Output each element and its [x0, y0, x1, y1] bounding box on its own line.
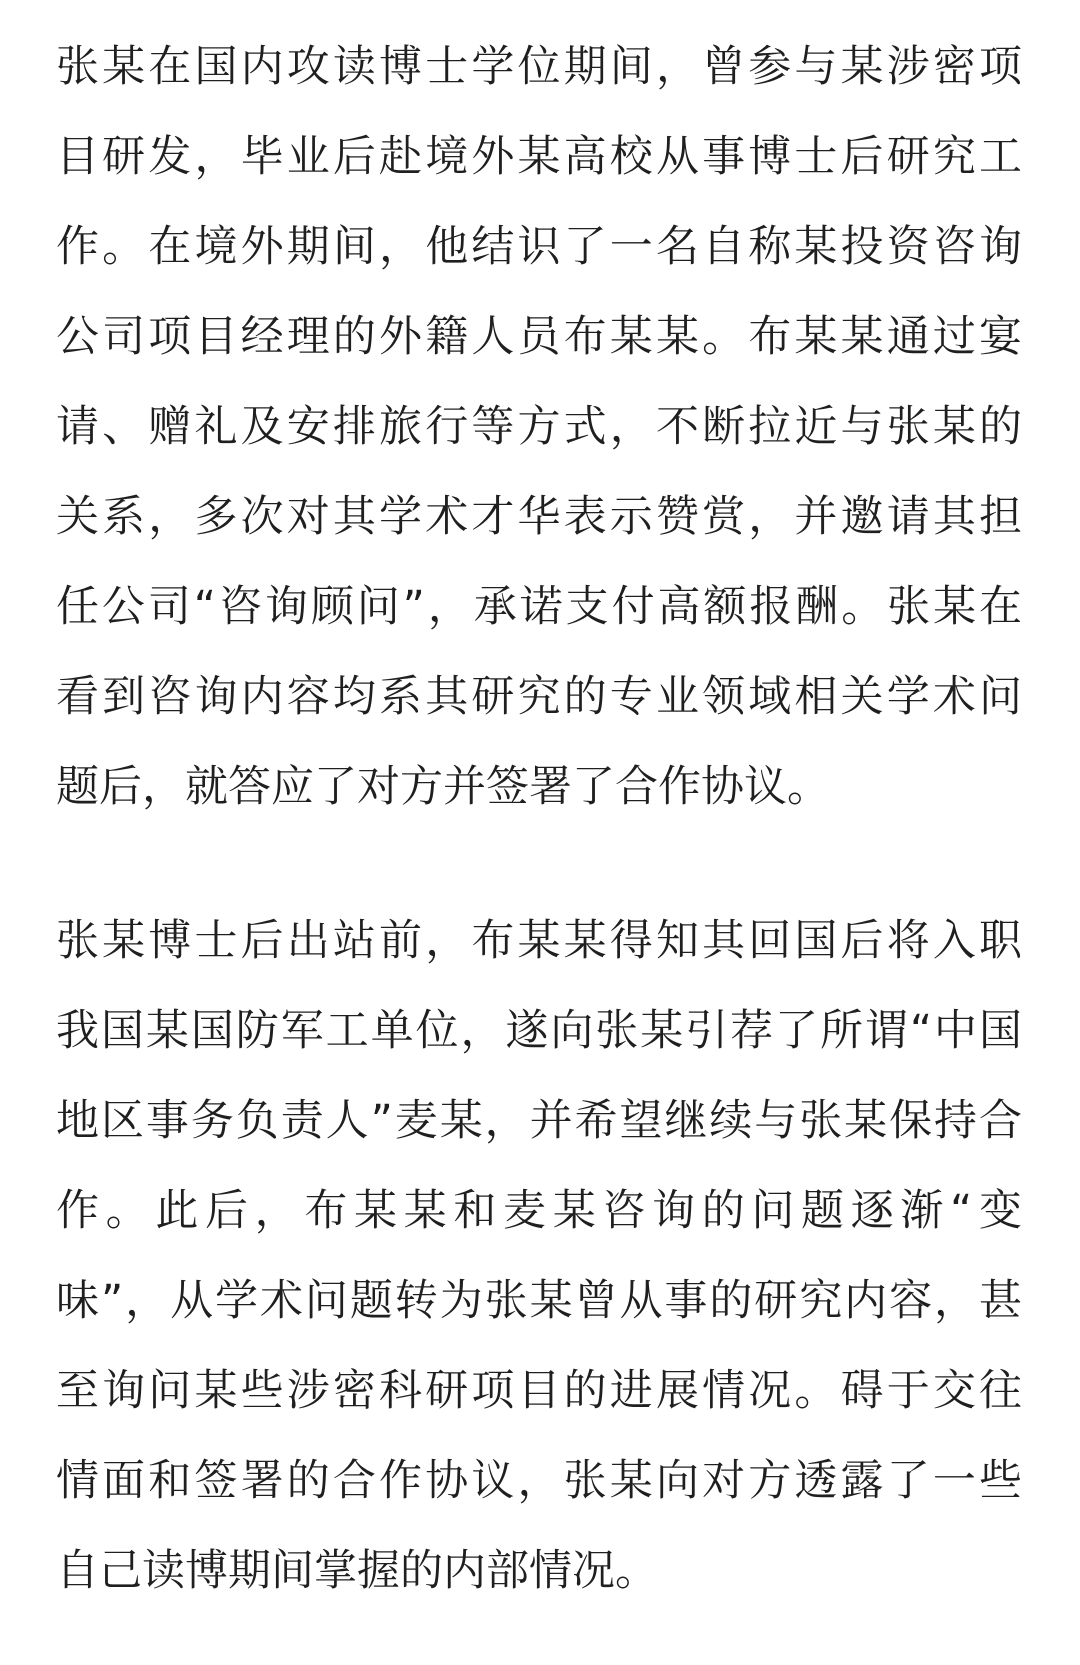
text-line: 我国某国防军工单位，遂向张某引荐了所谓“中国 — [56, 1006, 1022, 1056]
text-line: 自己读博期间掌握的内部情况。 — [56, 1546, 658, 1596]
text-line: 作。在境外期间，他结识了一名自称某投资咨询 — [56, 222, 1022, 272]
text-line: 公司项目经理的外籍人员布某某。布某某通过宴 — [56, 312, 1022, 362]
article-body — [56, 22, 1022, 1616]
text-line: 张某在国内攻读博士学位期间，曾参与某涉密项 — [56, 42, 1022, 92]
text-line: 题后，就答应了对方并签署了合作协议。 — [56, 762, 830, 812]
text-line: 味”，从学术问题转为张某曾从事的研究内容，甚 — [56, 1276, 1022, 1326]
text-line: 至询问某些涉密科研项目的进展情况。碍于交往 — [56, 1366, 1022, 1416]
paragraph-spacer — [56, 832, 1022, 896]
text-line: 关系，多次对其学术才华表示赞赏，并邀请其担 — [56, 492, 1022, 542]
text-line: 任公司“咨询顾问”，承诺支付高额报酬。张某在 — [56, 582, 1022, 632]
text-line: 张某博士后出站前，布某某得知其回国后将入职 — [56, 916, 1022, 966]
text-line: 请、赠礼及安排旅行等方式，不断拉近与张某的 — [56, 402, 1022, 452]
text-line: 目研发，毕业后赴境外某高校从事博士后研究工 — [56, 132, 1022, 182]
text-line: 地区事务负责人”麦某，并希望继续与张某保持合 — [56, 1096, 1022, 1146]
paragraph-1 — [56, 22, 1022, 832]
text-line: 作。此后，布某某和麦某咨询的问题逐渐“变 — [56, 1186, 1022, 1236]
paragraph-2 — [56, 896, 1022, 1616]
text-line: 情面和签署的合作协议，张某向对方透露了一些 — [56, 1456, 1022, 1506]
text-line: 看到咨询内容均系其研究的专业领域相关学术问 — [56, 672, 1022, 722]
